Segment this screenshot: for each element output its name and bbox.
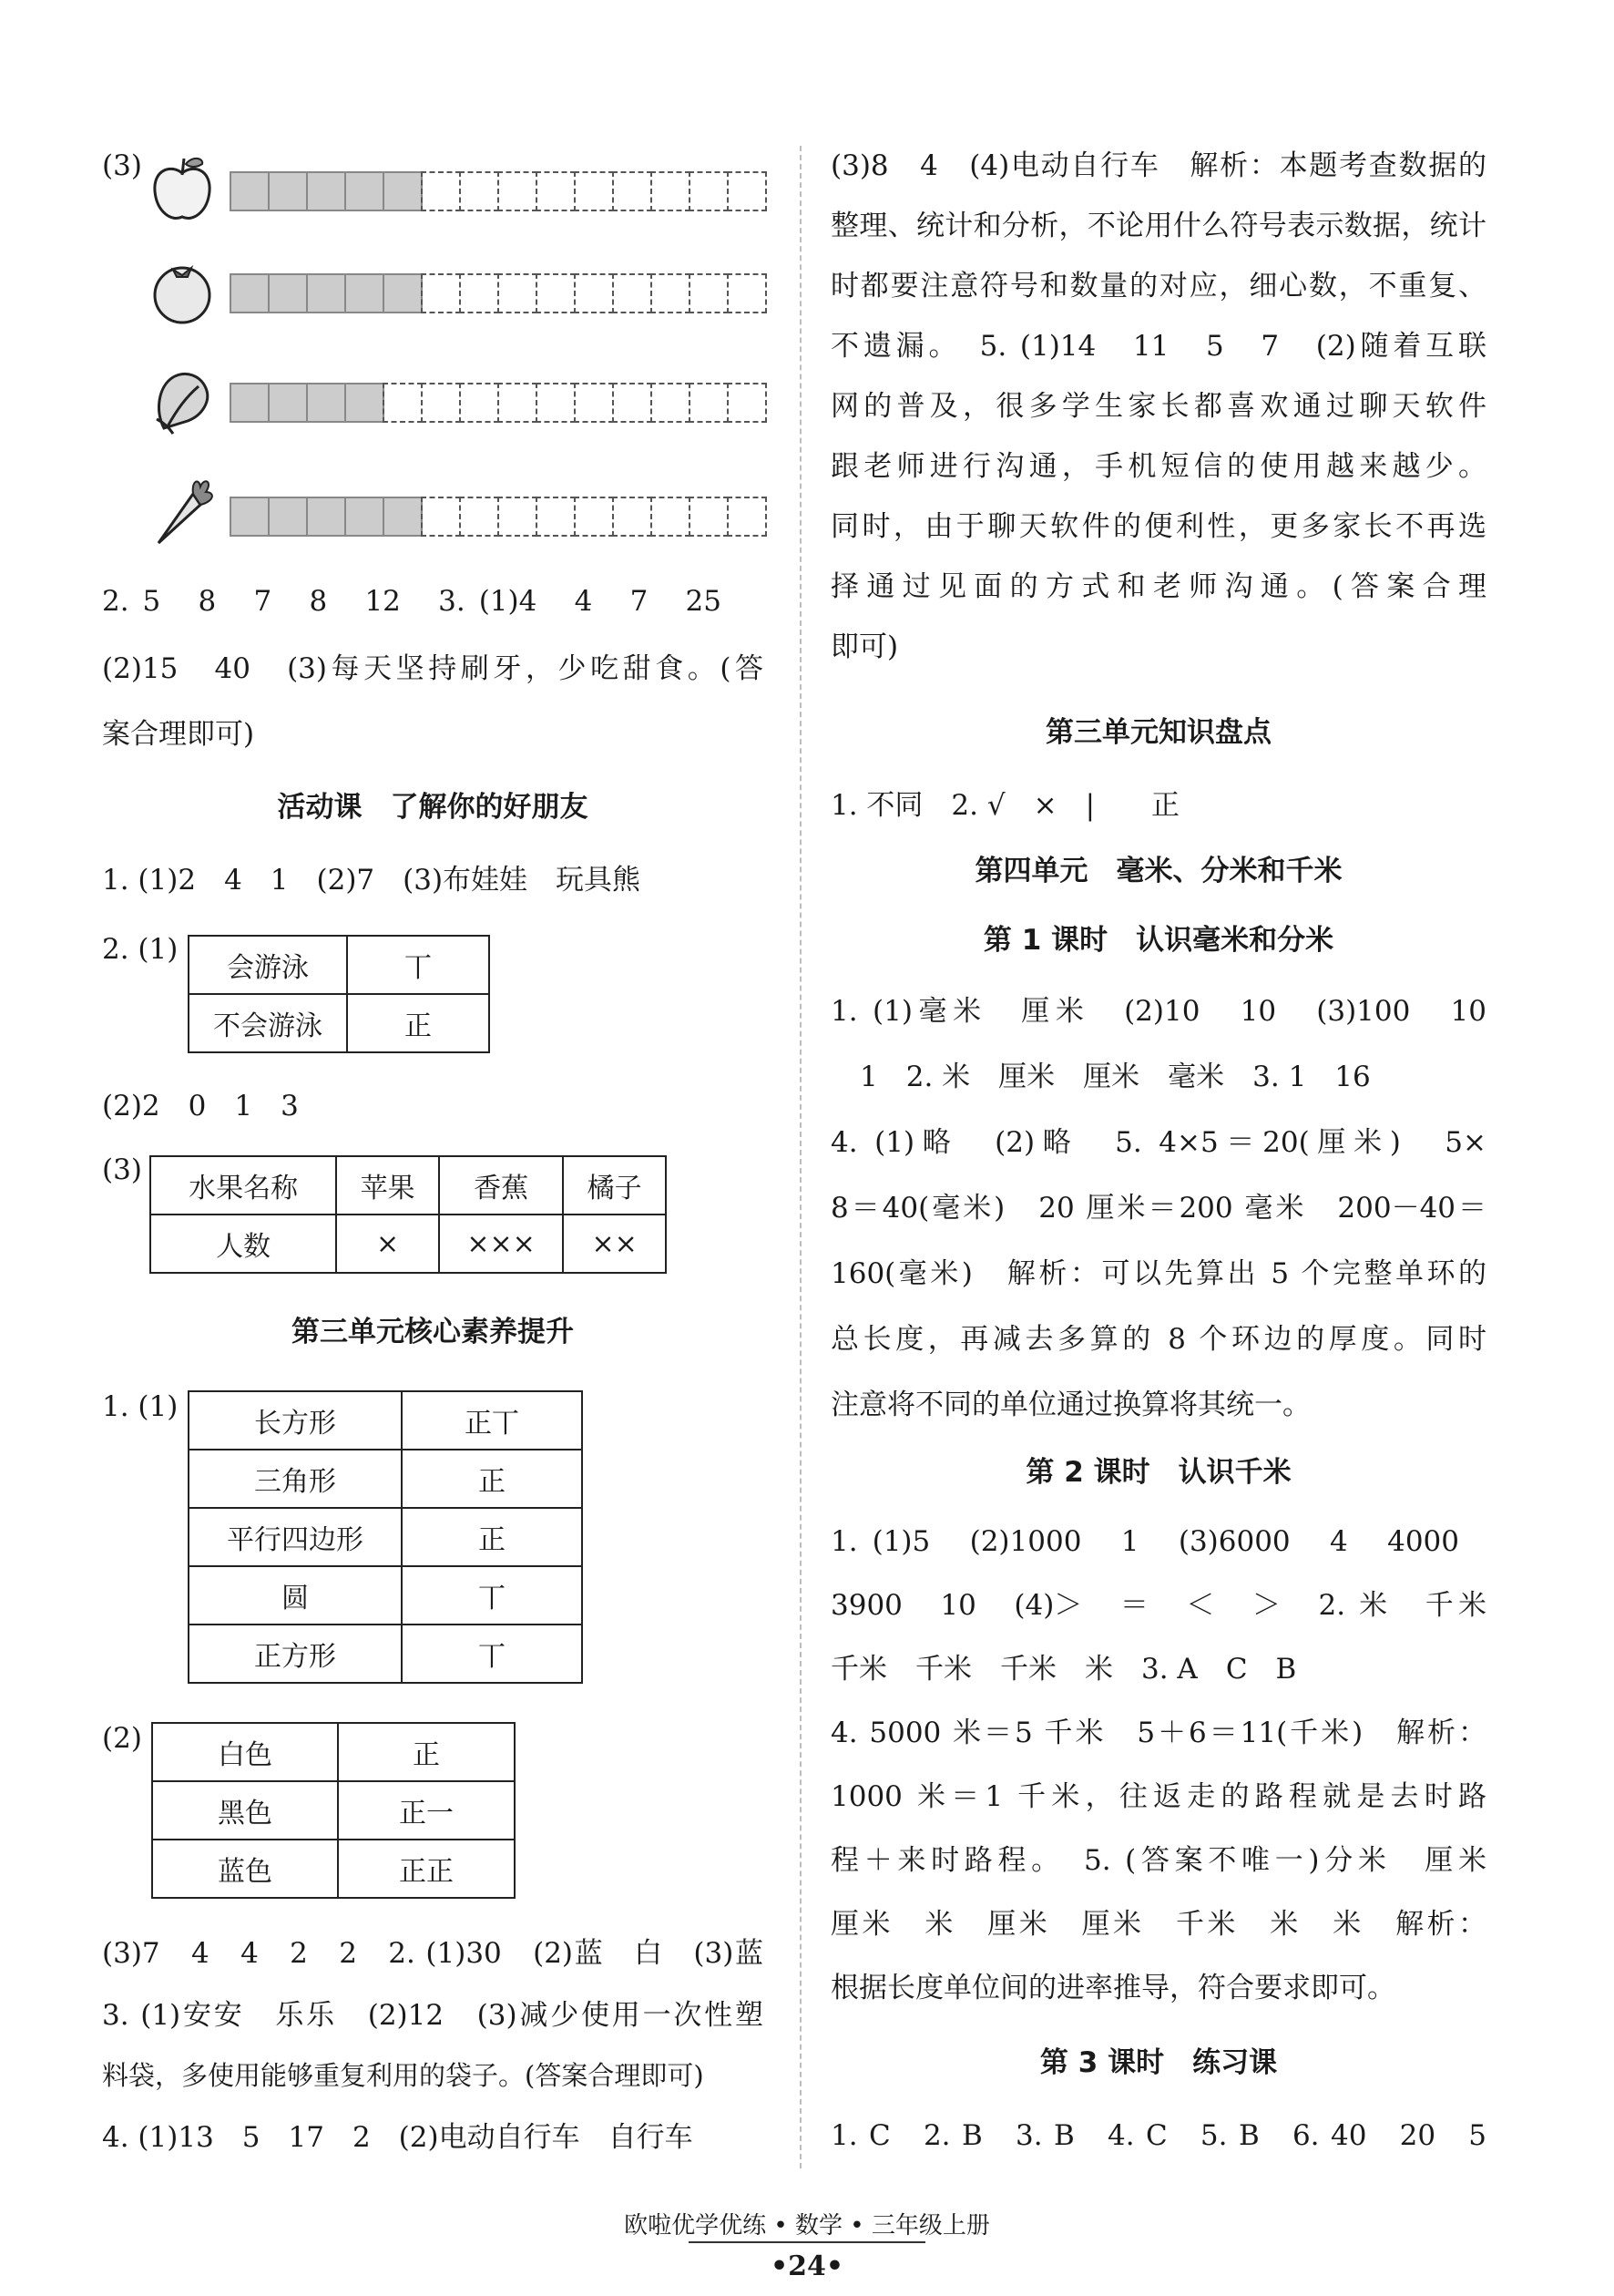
page-number: •24•: [770, 2250, 844, 2282]
answer-line: 即可): [831, 630, 899, 663]
swim-tally-table: [188, 935, 490, 1053]
table-cell: 丅: [347, 936, 489, 994]
empty-cell: [497, 497, 537, 537]
filled-cell: [230, 171, 270, 211]
empty-cell: [459, 171, 499, 211]
table-cell: 丅: [402, 1625, 582, 1683]
table-row: [189, 1450, 582, 1508]
table-cell: 三角形: [189, 1450, 402, 1508]
answer-line: 4. (1)略 (2)略 5. 4×5＝20(厘米) 5×: [831, 1126, 1486, 1159]
apple-icon: [146, 153, 219, 226]
shape-tally-table: [188, 1390, 583, 1684]
answer-line: 整理、统计和分析，不论用什么符号表示数据，统计: [831, 210, 1486, 242]
empty-cell: [727, 497, 767, 537]
filled-cell: [268, 497, 308, 537]
section-heading-core: 第三单元核心素养提升: [291, 1316, 574, 1348]
table-header: 香蕉: [439, 1156, 563, 1215]
empty-cell: [650, 171, 690, 211]
table-header: 水果名称: [150, 1156, 336, 1215]
table-header: 橘子: [563, 1156, 666, 1215]
filled-cell: [344, 273, 384, 313]
empty-cell: [612, 273, 652, 313]
fruit-count-table: [149, 1155, 667, 1274]
table-cell: 圆: [189, 1566, 402, 1625]
empty-cell: [574, 383, 614, 423]
table-row: [189, 994, 489, 1052]
table-cell: 正: [402, 1450, 582, 1508]
table-cell: ×: [336, 1215, 439, 1273]
answer-line: 总长度，再减去多算的 8 个环边的厚度。同时: [831, 1323, 1486, 1356]
orange-icon: [146, 255, 219, 328]
answer-line: 不遗漏。 5. (1)14 11 5 7 (2)随着互联: [831, 330, 1486, 363]
filled-cell: [306, 497, 346, 537]
book-title-footer: 欧啦优学优练 • 数学 • 三年级上册: [624, 2212, 990, 2240]
table-cell: 蓝色: [152, 1840, 338, 1898]
answer-line: 同时，由于聊天软件的便利性，更多家长不再选: [831, 510, 1486, 543]
filled-cell: [230, 383, 270, 423]
answer-line: 择通过见面的方式和老师沟通。(答案合理: [831, 570, 1486, 603]
answer-line: 根据长度单位间的进率推导，符合要求即可。: [831, 1972, 1395, 2004]
table-cell: ×××: [439, 1215, 563, 1273]
answer-line: 3. (1)安安 乐乐 (2)12 (3)减少使用一次性塑: [102, 1999, 763, 2032]
table-cell: 正丅: [402, 1391, 582, 1450]
answer-line: 4. 5000 米＝5 千米 5＋6＝11(千米) 解析：: [831, 1717, 1486, 1749]
empty-cell: [612, 171, 652, 211]
answer-line: 1. 不同 2. √ × | 正: [831, 789, 1180, 822]
filled-cell: [306, 383, 346, 423]
answer-line: 1. (1)5 (2)1000 1 (3)6000 4 4000: [831, 1525, 1459, 1558]
empty-cell: [459, 383, 499, 423]
answer-label: 1. (1): [102, 1390, 179, 1423]
table-cell: 正方形: [189, 1625, 402, 1683]
table-cell: ××: [563, 1215, 666, 1273]
empty-cell: [689, 383, 729, 423]
answer-line: (3)8 4 (4)电动自行车 解析：本题考查数据的: [831, 149, 1486, 182]
table-cell: 长方形: [189, 1391, 402, 1450]
filled-cell: [383, 273, 423, 313]
pictograph-row-carrot: [230, 497, 765, 537]
empty-cell: [421, 497, 461, 537]
table-cell: 正: [338, 1723, 515, 1781]
filled-cell: [268, 383, 308, 423]
filled-cell: [230, 273, 270, 313]
empty-cell: [536, 171, 576, 211]
empty-cell: [497, 383, 537, 423]
filled-cell: [344, 171, 384, 211]
empty-cell: [574, 171, 614, 211]
answer-line: 厘米 米 厘米 厘米 千米 米 米 解析：: [831, 1908, 1486, 1941]
section-heading-lesson3: 第 3 课时 练习课: [1039, 2046, 1278, 2079]
answer-line: 8＝40(毫米) 20 厘米＝200 毫米 200－40＝: [831, 1192, 1486, 1225]
answer-label: 2. (1): [102, 933, 179, 966]
empty-cell: [612, 497, 652, 537]
table-row: [189, 1391, 582, 1450]
table-cell: 正正: [338, 1840, 515, 1898]
footer-divider: [689, 2241, 925, 2243]
filled-cell: [230, 497, 270, 537]
section-heading-lesson2: 第 2 课时 认识千米: [1026, 1456, 1292, 1489]
answer-line: 4. (1)13 5 17 2 (2)电动自行车 自行车: [102, 2121, 693, 2154]
table-row: [189, 936, 489, 994]
filled-cell: [383, 497, 423, 537]
table-cell: 丅: [402, 1566, 582, 1625]
carrot-icon: [146, 474, 219, 547]
empty-cell: [650, 273, 690, 313]
pictograph-row-cabbage: [230, 383, 765, 423]
answer-line: 网的普及，很多学生家长都喜欢通过聊天软件: [831, 390, 1486, 423]
table-cell: 正: [347, 994, 489, 1052]
empty-cell: [727, 171, 767, 211]
filled-cell: [306, 171, 346, 211]
table-row: [150, 1156, 666, 1215]
item-label-3: (3): [102, 149, 142, 182]
answer-line: 程＋来时路程。 5. (答案不唯一)分米 厘米: [831, 1844, 1486, 1877]
section-heading-activity: 活动课 了解你的好朋友: [277, 791, 588, 824]
empty-cell: [383, 383, 423, 423]
answer-line: (2)2 0 1 3: [102, 1090, 299, 1122]
table-cell: 黑色: [152, 1781, 338, 1840]
table-row: [152, 1840, 515, 1898]
filled-cell: [306, 273, 346, 313]
empty-cell: [536, 497, 576, 537]
table-cell: 平行四边形: [189, 1508, 402, 1566]
empty-cell: [459, 273, 499, 313]
table-row: [152, 1781, 515, 1840]
filled-cell: [344, 383, 384, 423]
filled-cell: [344, 497, 384, 537]
answer-line: 1. C 2. B 3. B 4. C 5. B 6. 40 20 5: [831, 2119, 1486, 2152]
table-cell: 正一: [338, 1781, 515, 1840]
section-heading-knowledge: 第三单元知识盘点: [1046, 716, 1272, 749]
table-row: [189, 1625, 582, 1683]
answer-line: 千米 千米 千米 米 3. A C B: [831, 1653, 1297, 1686]
empty-cell: [536, 273, 576, 313]
section-heading-lesson1: 第 1 课时 认识毫米和分米: [983, 924, 1334, 957]
answer-line: 料袋，多使用能够重复利用的袋子。(答案合理即可): [102, 2060, 704, 2091]
table-row: [189, 1508, 582, 1566]
pictograph-row-apple: [230, 171, 765, 211]
answer-line: 160(毫米) 解析：可以先算出 5 个完整单环的: [831, 1257, 1486, 1290]
empty-cell: [689, 171, 729, 211]
empty-cell: [421, 383, 461, 423]
answer-line: 3900 10 (4)＞ ＝ ＜ ＞ 2. 米 千米: [831, 1589, 1486, 1622]
empty-cell: [612, 383, 652, 423]
empty-cell: [459, 497, 499, 537]
table-cell: 会游泳: [189, 936, 347, 994]
answer-line: 时都要注意符号和数量的对应，细心数，不重复、: [831, 270, 1486, 302]
empty-cell: [727, 383, 767, 423]
pictograph-row-orange: [230, 273, 765, 313]
answer-line: (2)15 40 (3)每天坚持刷牙，少吃甜食。(答: [102, 652, 763, 685]
filled-cell: [268, 273, 308, 313]
cabbage-icon: [146, 364, 219, 437]
table-cell: 正: [402, 1508, 582, 1566]
table-header: 苹果: [336, 1156, 439, 1215]
answer-line: 1. (1)毫米 厘米 (2)10 10 (3)100 10: [831, 995, 1486, 1028]
empty-cell: [421, 171, 461, 211]
answer-line: (3)7 4 4 2 2 2. (1)30 (2)蓝 白 (3)蓝: [102, 1937, 763, 1970]
answer-line: 2. 5 8 7 8 12 3. (1)4 4 7 25: [102, 585, 721, 618]
table-cell: 人数: [150, 1215, 336, 1273]
empty-cell: [689, 497, 729, 537]
answer-line: 跟老师进行沟通，手机短信的使用越来越少。: [831, 450, 1486, 483]
empty-cell: [536, 383, 576, 423]
answer-line: 1000 米＝1 千米，往返走的路程就是去时路: [831, 1780, 1486, 1813]
empty-cell: [574, 273, 614, 313]
empty-cell: [421, 273, 461, 313]
table-row: [150, 1215, 666, 1273]
answer-line: 1. (1)2 4 1 (2)7 (3)布娃娃 玩具熊: [102, 864, 641, 897]
empty-cell: [650, 383, 690, 423]
table-row: [189, 1566, 582, 1625]
answer-line: 1 2. 米 厘米 厘米 毫米 3. 1 16: [860, 1061, 1371, 1093]
empty-cell: [497, 273, 537, 313]
section-heading-unit4: 第四单元 毫米、分米和千米: [975, 855, 1343, 887]
column-divider: [800, 146, 802, 2168]
table-cell: 白色: [152, 1723, 338, 1781]
answer-line: 案合理即可): [102, 718, 255, 751]
color-tally-table: [151, 1722, 516, 1899]
empty-cell: [689, 273, 729, 313]
empty-cell: [650, 497, 690, 537]
empty-cell: [727, 273, 767, 313]
answer-label: (2): [102, 1722, 142, 1755]
table-row: [152, 1723, 515, 1781]
empty-cell: [497, 171, 537, 211]
answer-line: 注意将不同的单位通过换算将其统一。: [831, 1389, 1311, 1421]
table-cell: 不会游泳: [189, 994, 347, 1052]
filled-cell: [268, 171, 308, 211]
empty-cell: [574, 497, 614, 537]
filled-cell: [383, 171, 423, 211]
answer-label: (3): [102, 1153, 142, 1186]
